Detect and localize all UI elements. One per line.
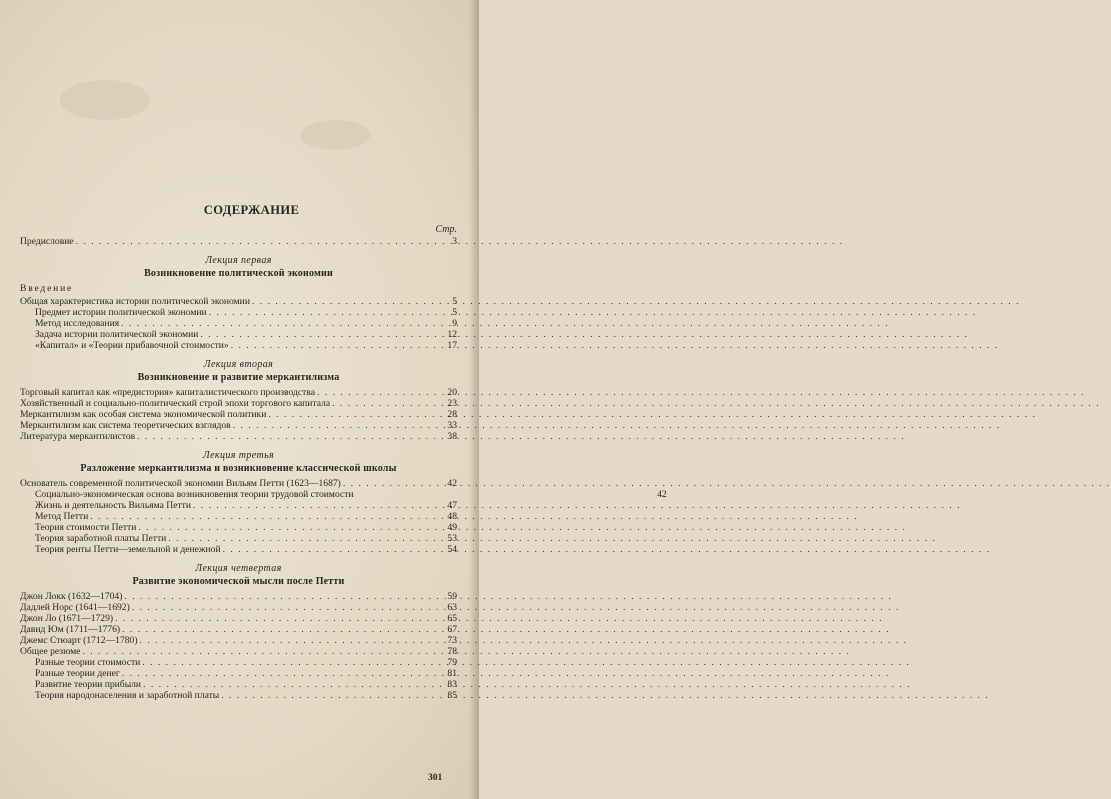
leader-dots xyxy=(76,236,441,247)
toc-entry[interactable] xyxy=(20,296,457,307)
toc-entry-text: Задача истории политической экономии xyxy=(35,329,199,340)
page-number: 301 xyxy=(428,773,443,783)
toc-entry-preface[interactable] xyxy=(20,236,457,247)
lecture-title: Развитие экономической мысли после Петти xyxy=(132,576,345,587)
leader-dots xyxy=(252,296,441,307)
toc-entry-page: 83 xyxy=(447,679,457,690)
toc-entry[interactable] xyxy=(20,635,457,646)
toc-entry-text: Теория ренты Петти—земельной и денежной xyxy=(35,544,221,555)
toc-entry-page: 53 xyxy=(447,533,457,544)
leader-dots xyxy=(142,657,441,668)
toc-entry-text: Предмет истории политической экономии xyxy=(35,307,207,318)
leader-dots xyxy=(122,668,441,679)
leader-dots xyxy=(233,420,441,431)
page-column-head: Стр. xyxy=(435,224,457,235)
leader-dots xyxy=(121,318,441,329)
lecture-title: Разложение меркантилизма и возникновение классической школы xyxy=(80,463,397,474)
toc-entry[interactable] xyxy=(20,500,457,511)
leader-dots xyxy=(332,398,441,409)
toc-entry-page: 3 xyxy=(452,236,457,247)
toc-entry[interactable] xyxy=(20,318,457,329)
leader-dots xyxy=(231,340,441,351)
leader-dots xyxy=(82,646,441,657)
toc-entry-text: Джемс Стюарт (1712—1780) xyxy=(20,635,138,646)
toc-entry-page: 79 xyxy=(447,657,457,668)
toc-entry-text: Развитие теории прибыли xyxy=(35,679,142,690)
toc-entry-page: 20 xyxy=(447,387,457,398)
toc-entry-text: Хозяйственный и социально-политический строй эпохи торгового капитала xyxy=(20,398,331,409)
leader-dots xyxy=(143,679,441,690)
toc-entry-page: 63 xyxy=(447,602,457,613)
toc-entry-text: Меркантилизм как особая система экономической политики xyxy=(20,409,267,420)
toc-entry-text: Общая характеристика истории политической экономии xyxy=(20,296,250,307)
toc-entry-text: Предисловие xyxy=(20,236,74,247)
leader-dots xyxy=(209,307,441,318)
toc-entry-text: Метод Петти xyxy=(35,511,89,522)
toc-entry-text: Теория заработной платы Петти xyxy=(35,533,167,544)
toc-entry-text: Джон Локк (1632—1704) xyxy=(20,591,123,602)
toc-entry-page: 47 xyxy=(447,500,457,511)
toc-entry-page: 59 xyxy=(447,591,457,602)
lecture-label: Лекция первая xyxy=(205,255,272,266)
contents-title: СОДЕРЖАНИЕ xyxy=(203,203,300,217)
toc-entry[interactable] xyxy=(20,624,457,635)
toc-entry[interactable] xyxy=(20,613,457,624)
leader-dots xyxy=(137,431,441,442)
toc-entry-page: 23 xyxy=(447,398,457,409)
toc-entry-page: 78 xyxy=(447,646,457,657)
toc-entry-page: 67 xyxy=(447,624,457,635)
toc-entry[interactable] xyxy=(20,533,457,544)
toc-entry-text: Давид Юм (1711—1776) xyxy=(20,624,121,635)
toc-entry[interactable] xyxy=(20,387,457,398)
toc-entry[interactable] xyxy=(20,544,457,555)
toc-entry-page: 9 xyxy=(452,318,457,329)
toc-entry-text: Разные теории стоимости xyxy=(35,657,141,668)
leader-dots xyxy=(115,613,441,624)
leader-dots xyxy=(200,329,441,340)
toc-entry[interactable] xyxy=(20,646,457,657)
leader-dots xyxy=(193,500,441,511)
toc-entry[interactable] xyxy=(20,307,457,318)
toc-entry[interactable] xyxy=(20,679,457,690)
toc-entry-page: 33 xyxy=(447,420,457,431)
paper-stain xyxy=(300,120,370,150)
toc-entry[interactable] xyxy=(20,690,457,701)
toc-entry-page: 5 xyxy=(452,296,457,307)
toc-entry-text: Торговый капитал как «предистория» капиталистического производства xyxy=(20,387,316,398)
toc-entry-text: Разные теории денег xyxy=(35,668,120,679)
lecture-title: Возникновение политической экономии xyxy=(144,268,333,279)
toc-entry-text: Основатель современной политической экономии Вильям Петти (1623—1687) xyxy=(20,478,341,489)
toc-entry[interactable] xyxy=(20,511,457,522)
lecture-title: Возникновение и развитие меркантилизма xyxy=(137,372,340,383)
toc-entry-text: Жизнь и деятельность Вильяма Петти xyxy=(35,500,191,511)
leader-dots xyxy=(138,522,441,533)
leader-dots xyxy=(140,635,441,646)
toc-entry-page: 54 xyxy=(447,544,457,555)
leader-dots xyxy=(168,533,441,544)
toc-entry[interactable] xyxy=(20,409,457,420)
toc-entry[interactable] xyxy=(20,340,457,351)
section-subhead: Введение xyxy=(20,283,74,294)
lectures-list xyxy=(20,255,667,701)
toc-entry-page: 81 xyxy=(447,668,457,679)
toc-entry-text: Социально-экономическая основа возникновения теории трудовой стоимости xyxy=(35,489,354,500)
toc-entry-text: Теория народонаселения и заработной платы xyxy=(35,690,220,701)
toc-entry[interactable] xyxy=(20,522,457,533)
toc-entry-text: Теория стоимости Петти xyxy=(35,522,137,533)
lecture-label: Лекция четвертая xyxy=(195,563,282,574)
leader-dots xyxy=(223,544,441,555)
toc-entry-page: 12 xyxy=(447,329,457,340)
leader-dots xyxy=(132,602,441,613)
toc-entry[interactable] xyxy=(20,478,457,489)
toc-entry-page: 42 xyxy=(447,478,457,489)
table-of-contents xyxy=(20,203,667,701)
leader-dots xyxy=(343,478,441,489)
toc-entry-page: 38 xyxy=(447,431,457,442)
leader-dots xyxy=(124,591,441,602)
toc-entry-page: 85 xyxy=(447,690,457,701)
toc-entry[interactable] xyxy=(20,431,457,442)
leader-dots xyxy=(268,409,441,420)
leader-dots xyxy=(122,624,441,635)
toc-entry-text: Джон Ло (1671—1729) xyxy=(20,613,114,624)
toc-entry-page: 49 xyxy=(447,522,457,533)
toc-entry[interactable] xyxy=(20,420,457,431)
toc-entry-text: Метод исследования xyxy=(35,318,120,329)
toc-entry-page: 17 xyxy=(447,340,457,351)
toc-entry-page: 73 xyxy=(447,635,457,646)
toc-entry-page: 65 xyxy=(447,613,457,624)
lecture-label: Лекция третья xyxy=(202,450,275,461)
toc-entry-text: Общее резюме xyxy=(20,646,81,657)
toc-entry-text: Литература меркантилистов xyxy=(20,431,136,442)
toc-entry-text: Меркантилизм как система теоретических взглядов xyxy=(20,420,231,431)
toc-entry[interactable] xyxy=(20,591,457,602)
toc-entry[interactable] xyxy=(20,657,457,668)
leader-dots xyxy=(221,690,441,701)
toc-entry-page: 5 xyxy=(452,307,457,318)
leader-dots xyxy=(317,387,441,398)
toc-entry[interactable] xyxy=(20,329,457,340)
toc-entry-page: 48 xyxy=(447,511,457,522)
toc-entry-page: 28 xyxy=(447,409,457,420)
lecture-label: Лекция вторая xyxy=(203,359,274,370)
toc-entry-text: «Капитал» и «Теории прибавочной стоимости» xyxy=(35,340,229,351)
paper-stain xyxy=(60,80,150,120)
toc-entry[interactable] xyxy=(20,602,457,613)
toc-entry[interactable] xyxy=(20,668,457,679)
toc-entry-page: 42 xyxy=(657,489,667,500)
leader-dots xyxy=(90,511,441,522)
toc-entry[interactable] xyxy=(20,398,457,409)
toc-entry-text: Дадлей Норс (1641—1692) xyxy=(20,602,130,613)
